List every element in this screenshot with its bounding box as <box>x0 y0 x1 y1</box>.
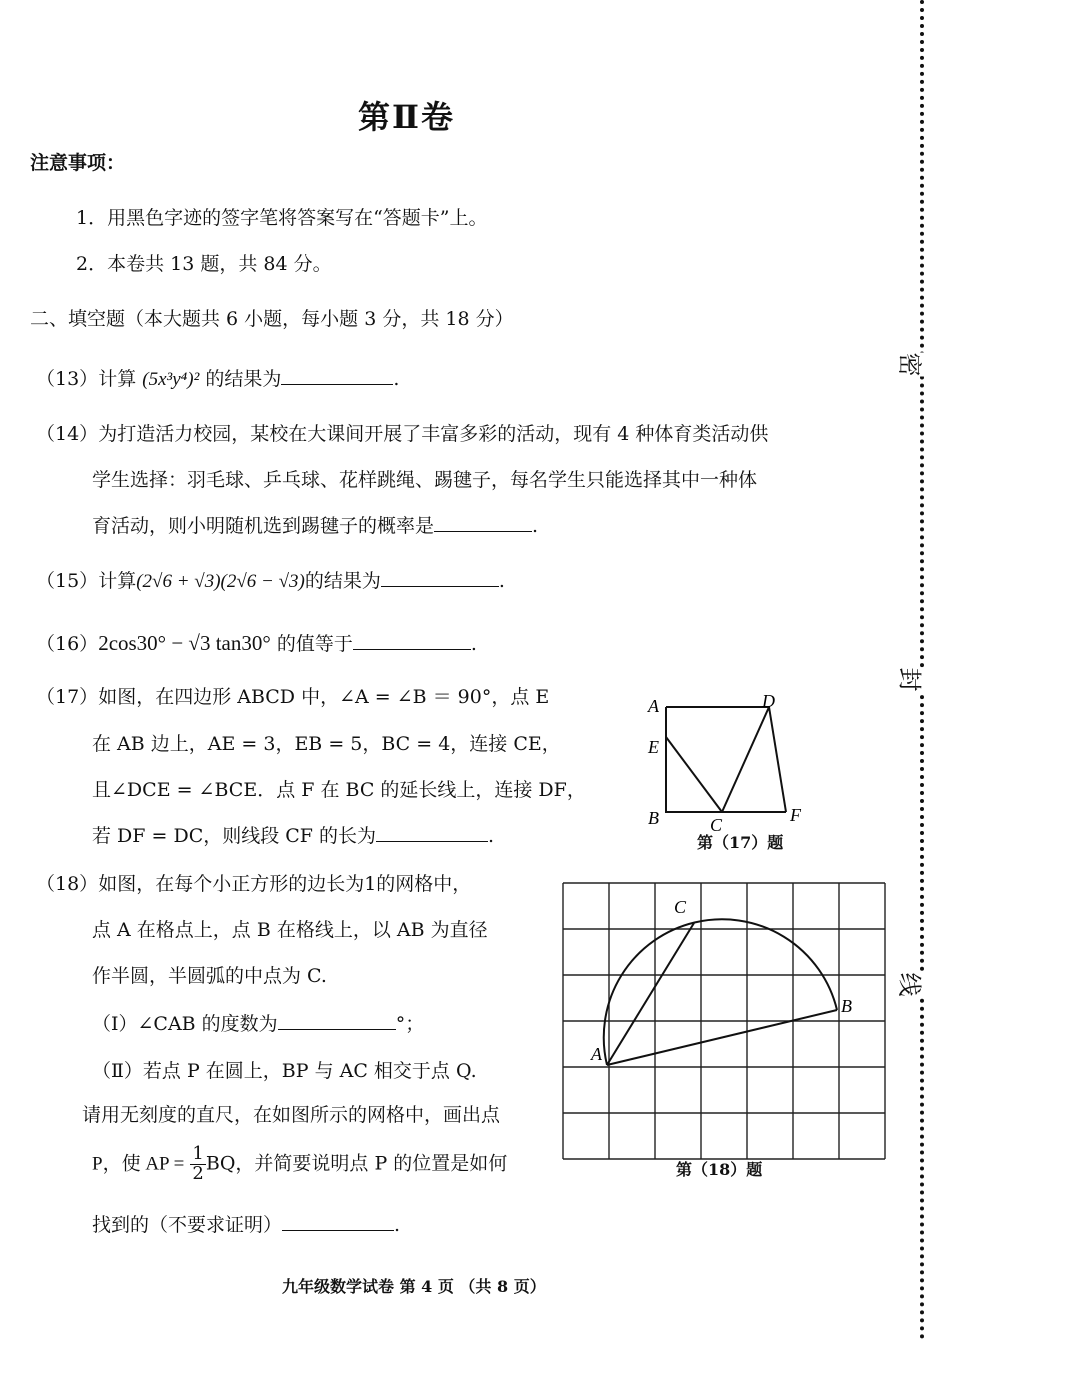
q18-part-2: （Ⅱ）若点 P 在圆上，BP 与 AC 相交于点 Q. <box>92 1060 477 1082</box>
q16-end: . <box>470 633 477 655</box>
q15-number: （15） <box>36 570 99 592</box>
notice-item-1: 1．用黑色字迹的签字笔将答案写在“答题卡”上。 <box>76 207 488 229</box>
q18-line-6: 请用无刻度的直尺，在如图所示的网格中，画出点 <box>82 1104 501 1126</box>
q17-segment-df <box>769 707 786 812</box>
page-title: 第Ⅱ卷 <box>358 98 455 136</box>
q18-end: . <box>394 1214 401 1236</box>
q18-line-2: 点 A 在格点上，点 B 在格线上，以 AB 为直径 <box>92 919 488 941</box>
q17-segment-ce <box>666 737 722 812</box>
q18-fraction-denominator: 2 <box>192 1162 204 1184</box>
notice-heading: 注意事项： <box>30 152 126 174</box>
q18-line-7-b: BQ，并简要说明点 P 的位置是如何 <box>205 1152 508 1175</box>
q17-label-d: D <box>762 691 775 711</box>
q16-number: （16） <box>36 633 99 655</box>
q17-number: （17） <box>36 686 99 708</box>
question-16 <box>36 629 477 656</box>
q17-end: . <box>488 825 495 847</box>
q17-label-f: F <box>790 805 801 825</box>
q18-line-8-wrap <box>92 1210 400 1237</box>
q18-fraction <box>190 1145 205 1184</box>
question-18 <box>36 869 471 896</box>
q13-text-b: 的结果为 <box>205 368 282 390</box>
question-15 <box>36 566 505 593</box>
q14-line-3: 育活动，则小明随机选到踢毽子的概率是 <box>92 515 435 537</box>
q13-expression: (5x³y⁴)² <box>142 369 200 390</box>
q17-answer-blank[interactable] <box>376 840 488 842</box>
q18-part-1-end: °； <box>395 1013 425 1035</box>
q18-line-3: 作半圆，半圆弧的中点为 C. <box>92 965 327 987</box>
q15-end: . <box>498 570 505 592</box>
q17-line-4-wrap <box>92 821 494 848</box>
q18-label-a: A <box>591 1044 602 1064</box>
q14-line-1: 为打造活力校园，某校在大课间开展了丰富多彩的活动，现有 4 种体育类活动供 <box>98 423 769 445</box>
q18-fraction-numerator: 1 <box>192 1143 204 1164</box>
q14-end: . <box>532 515 539 537</box>
seal-char-feng: 封 <box>893 668 932 692</box>
section-heading: 二、填空题（本大题共 6 小题，每小题 3 分，共 18 分） <box>30 308 514 330</box>
q18-part-1-blank[interactable] <box>278 1028 396 1030</box>
seal-char-mi: 密 <box>893 353 932 377</box>
q14-line-2: 学生选择：羽毛球、乒乓球、花样跳绳、踢毽子，每名学生只能选择其中一种体 <box>92 469 758 491</box>
q18-number: （18） <box>36 873 99 895</box>
q18-answer-blank[interactable] <box>282 1229 394 1231</box>
q13-text: 计算 <box>98 368 137 390</box>
q13-number: （13） <box>36 368 99 390</box>
q18-part-1-text: （Ⅰ）∠CAB 的度数为 <box>92 1013 278 1035</box>
q15-answer-blank[interactable] <box>381 585 499 587</box>
page-footer: 九年级数学试卷 第 4 页 （共 8 页） <box>282 1277 546 1296</box>
q14-line-3-wrap <box>92 511 538 538</box>
q17-line-4: 若 DF = DC，则线段 CF 的长为 <box>92 825 377 847</box>
notice-item-2: 2．本卷共 13 题，共 84 分。 <box>76 253 332 275</box>
q18-segment-ab <box>607 1010 837 1065</box>
q18-line-1: 如图，在每个小正方形的边长为1的网格中， <box>98 873 472 895</box>
q17-label-e: E <box>648 737 659 757</box>
q18-figure <box>560 880 888 1160</box>
q16-text-b: 的值等于 <box>276 633 353 655</box>
question-14 <box>36 419 768 446</box>
q13-answer-blank[interactable] <box>281 383 393 385</box>
q16-answer-blank[interactable] <box>353 648 471 650</box>
q18-label-c: C <box>674 897 687 917</box>
q14-number: （14） <box>36 423 99 445</box>
q16-expression: 2cos30° − √3 tan30° <box>98 631 271 655</box>
q17-label-a: A <box>648 696 659 716</box>
q18-line-7-a: P，使 AP = <box>92 1153 185 1175</box>
q17-label-b: B <box>648 808 659 828</box>
q18-line-8: 找到的（不要求证明） <box>92 1214 283 1236</box>
q15-text: 计算 <box>98 570 137 592</box>
q18-semicircle-arc <box>604 919 837 1065</box>
seal-char-xian: 线 <box>893 973 932 997</box>
q18-caption: 第（18）题 <box>676 1160 763 1179</box>
q18-line-7 <box>92 1145 507 1184</box>
q17-line-1: 如图，在四边形 ABCD 中，∠A = ∠B ＝ 90°，点 E <box>98 686 550 708</box>
q17-caption: 第（17）题 <box>697 833 784 852</box>
q17-line-3: 且∠DCE = ∠BCE．点 F 在 BC 的延长线上，连接 DF， <box>92 779 586 801</box>
q18-part-1 <box>92 1009 424 1036</box>
q15-text-b: 的结果为 <box>304 570 381 592</box>
question-17 <box>36 682 549 709</box>
q17-line-2: 在 AB 边上，AE = 3，EB = 5，BC = 4，连接 CE， <box>92 733 561 755</box>
question-13 <box>36 364 399 391</box>
q17-label-c: C <box>710 815 723 835</box>
q18-grid <box>563 883 885 1159</box>
q13-end: . <box>393 368 400 390</box>
q18-label-b: B <box>841 996 852 1016</box>
q15-expression: (2√6 + √3)(2√6 − √3) <box>136 571 305 592</box>
q14-answer-blank[interactable] <box>434 530 532 532</box>
q17-quadrilateral <box>666 707 769 812</box>
